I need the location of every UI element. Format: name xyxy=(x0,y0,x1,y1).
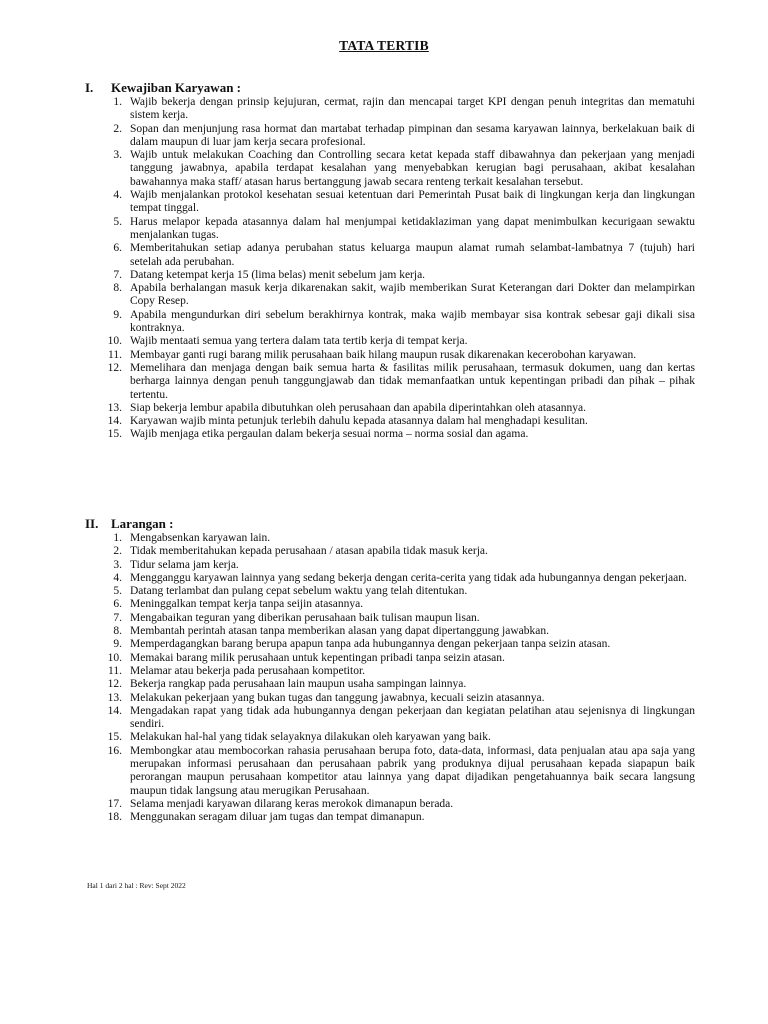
item-text: Datang ketempat kerja 15 (lima belas) menit sebelum jam kerja. xyxy=(130,268,426,281)
item-number: 7. xyxy=(113,268,122,281)
item-text: Wajib untuk melakukan Coaching dan Controlling secara ketat kepada staff dibawahnya dan pekerjaan yang menjadi tanggung jawabnya, apabila terdapat kesalahan yang menyebabkan kerugian bagi perusahaan, akibat kesalahan bawahannya maka staff/ atasan harus bertanggung jawab secara renteng terkait kesalahan tersebut. xyxy=(130,149,695,188)
item-text: Bekerja rangkap pada perusahaan lain maupun usaha sampingan lainnya. xyxy=(130,678,467,691)
list-item xyxy=(93,123,695,150)
section-number: I. xyxy=(85,80,94,95)
item-text: Menggunakan seragam diluar jam tugas dan tempat dimanapun. xyxy=(130,811,425,824)
item-text: Memelihara dan menjaga dengan baik semua harta & fasilitas milik perusahaan, termasuk dokumen, uang dan kertas berharga lainnya dengan penuh tanggungjawab dan tidak memanfaatkan untuk kepentingan pribadi dan pihak – pihak tertentu. xyxy=(130,361,695,401)
list-item xyxy=(93,678,695,691)
list-item xyxy=(93,242,695,269)
item-number: 18. xyxy=(107,811,122,824)
item-text: Karyawan wajib minta petunjuk terlebih dahulu kepada atasannya dalam hal menghadapi kesulitan. xyxy=(130,415,588,428)
list-item xyxy=(93,545,695,558)
list-item xyxy=(93,216,695,243)
list-item xyxy=(93,638,695,651)
list-item xyxy=(93,731,695,744)
list-item xyxy=(93,309,695,336)
item-number: 6. xyxy=(113,598,122,611)
list-item xyxy=(93,798,695,811)
item-number: 6. xyxy=(113,242,122,255)
item-number: 15. xyxy=(107,428,122,441)
list-item xyxy=(93,532,695,545)
list-item xyxy=(93,415,695,428)
item-number: 11. xyxy=(108,348,122,361)
item-text: Datang terlambat dan pulang cepat sebelum waktu yang telah ditentukan. xyxy=(130,585,468,598)
list-item xyxy=(93,335,695,348)
item-number: 14. xyxy=(107,415,122,428)
list-item xyxy=(93,362,695,402)
item-number: 3. xyxy=(113,149,122,162)
item-text: Membongkar atau membocorkan rahasia perusahaan berupa foto, data-data, informasi, data penjualan atau apa saja yang merupakan informasi perusahaan dan perusahaan pabrik yang produknya dijual perusahaan kepada siapapun baik perorangan maupun perusahaan kompetitor atau lainnya yang dapat dijadikan pengetahuannya baik secara langsung maupun tidak langsung atau merugikan Perusahaan. xyxy=(130,744,695,797)
item-text: Membantah perintah atasan tanpa memberikan alasan yang dapat dipertanggung jawabkan. xyxy=(130,625,549,638)
larangan-list xyxy=(93,532,695,825)
list-item xyxy=(93,189,695,216)
item-text: Meninggalkan tempat kerja tanpa seijin atasannya. xyxy=(130,598,364,611)
item-number: 8. xyxy=(113,282,122,295)
item-number: 15. xyxy=(107,731,122,744)
item-text: Melakukan hal-hal yang tidak selayaknya dilakukan oleh karyawan yang baik. xyxy=(130,731,491,744)
list-item xyxy=(93,572,695,585)
item-text: Wajib menjaga etika pergaulan dalam bekerja sesuai norma – norma sosial dan agama. xyxy=(130,428,529,441)
item-text: Apabila mengundurkan diri sebelum berakhirnya kontrak, maka wajib membayar sisa kontrak sebesar gaji dikali sisa kontraknya. xyxy=(130,308,695,335)
list-item xyxy=(93,665,695,678)
item-number: 7. xyxy=(113,611,122,624)
item-number: 13. xyxy=(107,691,122,704)
item-number: 2. xyxy=(113,122,122,135)
section-heading-kewajiban xyxy=(85,80,241,96)
item-number: 5. xyxy=(113,215,122,228)
item-text: Mengadakan rapat yang tidak ada hubungannya dengan pekerjaan dan kegiatan pelatihan atau sejenisnya di lingkungan sendiri. xyxy=(130,704,695,731)
item-text: Siap bekerja lembur apabila dibutuhkan oleh perusahaan dan apabila diperintahkan oleh atasannya. xyxy=(130,401,586,414)
item-text: Mengabsenkan karyawan lain. xyxy=(130,532,271,544)
item-number: 13. xyxy=(107,401,122,414)
item-number: 9. xyxy=(113,638,122,651)
item-number: 1. xyxy=(113,532,122,544)
item-text: Melakukan pekerjaan yang bukan tugas dan tanggung jawabnya, kecuali seizin atasannya. xyxy=(130,691,545,704)
item-text: Tidur selama jam kerja. xyxy=(130,558,239,571)
list-item xyxy=(93,692,695,705)
item-text: Memperdagangkan barang berupa apapun tanpa ada hubungannya dengan pekerjaan tanpa seizin atasan. xyxy=(130,638,611,651)
list-item xyxy=(93,149,695,189)
item-number: 12. xyxy=(107,678,122,691)
item-number: 11. xyxy=(108,664,122,677)
item-number: 5. xyxy=(113,585,122,598)
item-text: Membayar ganti rugi barang milik perusahaan baik hilang maupun rusak dikarenakan kecerobohan karyawan. xyxy=(130,348,637,361)
item-text: Sopan dan menjunjung rasa hormat dan martabat terhadap pimpinan dan sesama karyawan lainnya, berkelakuan baik di dalam maupun di luar jam kerja secara profesional. xyxy=(130,122,695,148)
list-item xyxy=(93,559,695,572)
item-text: Memakai barang milik perusahaan untuk kepentingan pribadi tanpa seizin atasan. xyxy=(130,651,505,664)
page-footer: Hal 1 dari 2 hal : Rev: Sept 2022 xyxy=(87,881,186,890)
section-heading-larangan xyxy=(85,516,173,532)
item-text: Memberitahukan setiap adanya perubahan status keluarga maupun alamat rumah selambat-lambatnya 7 (tujuh) hari setelah ada perubahan. xyxy=(130,242,695,268)
section-title: Kewajiban Karyawan : xyxy=(111,80,241,95)
item-number: 9. xyxy=(113,308,122,321)
item-text: Wajib bekerja dengan prinsip kejujuran, cermat, rajin dan mencapai target KPI dengan penuh integritas dan mematuhi sistem kerja. xyxy=(130,96,695,122)
list-item xyxy=(93,652,695,665)
item-text: Selama menjadi karyawan dilarang keras merokok dimanapun berada. xyxy=(130,797,454,810)
list-item xyxy=(93,428,695,441)
item-number: 4. xyxy=(113,189,122,202)
item-text: Melamar atau bekerja pada perusahaan kompetitor. xyxy=(130,664,366,677)
item-text: Harus melapor kepada atasannya dalam hal menjumpai ketidaklaziman yang dapat menimbulkan kecurigaan sewaktu menjalankan tugas. xyxy=(130,215,695,241)
list-item xyxy=(93,598,695,611)
item-number: 10. xyxy=(107,335,122,348)
list-item xyxy=(93,269,695,282)
section-number: II. xyxy=(85,516,99,531)
item-text: Mengabaikan teguran yang diberikan perusahaan baik tulisan maupun lisan. xyxy=(130,611,480,624)
document-title: TATA TERTIB xyxy=(339,38,429,53)
item-number: 2. xyxy=(113,545,122,558)
list-item xyxy=(93,349,695,362)
list-item xyxy=(93,811,695,824)
item-number: 17. xyxy=(107,797,122,810)
item-number: 12. xyxy=(107,361,122,374)
item-number: 8. xyxy=(113,625,122,638)
kewajiban-list xyxy=(93,96,695,442)
list-item xyxy=(93,585,695,598)
list-item xyxy=(93,745,695,798)
list-item xyxy=(93,625,695,638)
item-text: Apabila berhalangan masuk kerja dikarenakan sakit, wajib memberikan Surat Keterangan dari Dokter dan melampirkan Copy Resep. xyxy=(130,282,695,308)
list-item xyxy=(93,96,695,123)
list-item xyxy=(93,612,695,625)
item-text: Tidak memberitahukan kepada perusahaan / atasan apabila tidak masuk kerja. xyxy=(130,545,488,558)
item-text: Wajib menjalankan protokol kesehatan sesuai ketentuan dari Pemerintah Pusat baik di lingkungan kerja dan lingkungan tempat tinggal. xyxy=(130,189,695,215)
item-text: Mengganggu karyawan lainnya yang sedang bekerja dengan cerita-cerita yang tidak ada hubungannya dengan pekerjaan. xyxy=(130,571,687,584)
list-item xyxy=(93,402,695,415)
list-item xyxy=(93,282,695,309)
section-title: Larangan : xyxy=(111,516,174,531)
item-number: 14. xyxy=(107,704,122,717)
item-number: 1. xyxy=(113,96,122,108)
item-text: Wajib mentaati semua yang tertera dalam tata tertib kerja di tempat kerja. xyxy=(130,335,468,348)
item-number: 3. xyxy=(113,558,122,571)
item-number: 16. xyxy=(107,744,122,757)
list-item xyxy=(93,705,695,732)
item-number: 4. xyxy=(113,571,122,584)
item-number: 10. xyxy=(107,651,122,664)
